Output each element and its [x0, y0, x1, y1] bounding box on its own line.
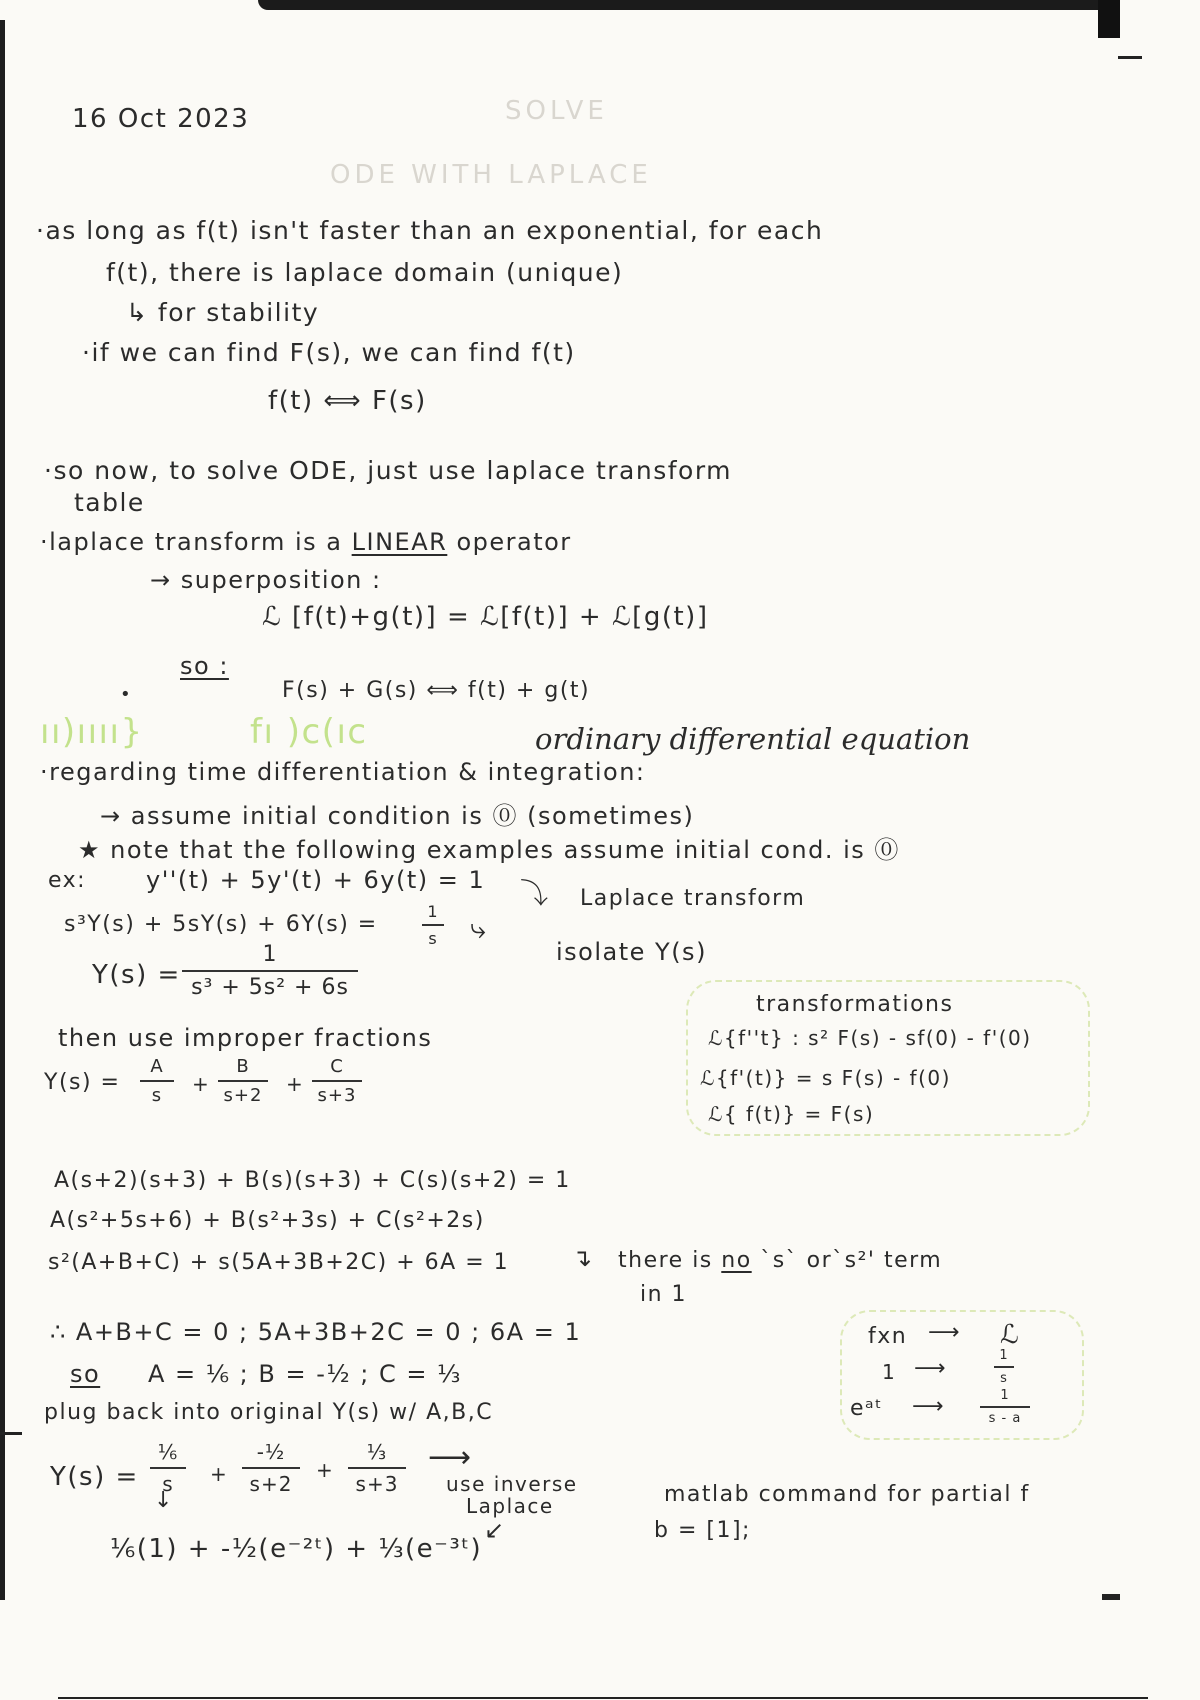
laplace-equation: s³Y(s) + 5sY(s) + 6Y(s) =	[64, 912, 378, 937]
ode-equation: y''(t) + 5y'(t) + 6y(t) = 1	[146, 866, 486, 894]
fraction	[218, 1056, 268, 1106]
fxn-header: fxn	[868, 1324, 908, 1349]
annotation	[618, 1248, 942, 1273]
fraction	[312, 1056, 362, 1106]
arrow-down-icon: ↓	[154, 1488, 173, 1513]
fraction-numerator: C	[330, 1056, 344, 1077]
note-line: plug back into original Y(s) w/ A,B,C	[44, 1400, 494, 1425]
transform-rule: ℒ{ f(t)} = F(s)	[708, 1102, 875, 1126]
fraction-denominator: s+2	[249, 1472, 293, 1496]
note-line: b = [1];	[654, 1518, 751, 1543]
fraction-numerator: ⅓	[366, 1440, 388, 1464]
plus-sign: +	[316, 1458, 335, 1482]
bullet-dot: •	[120, 684, 133, 705]
note-line: ·if we can find F(s), we can find f(t)	[82, 338, 576, 367]
section-heading: ordinary differential equation	[535, 722, 971, 756]
note-line: → superposition :	[150, 566, 382, 594]
fraction	[140, 1056, 174, 1106]
algebra-line: ∴ A+B+C = 0 ; 5A+3B+2C = 0 ; 6A = 1	[50, 1318, 582, 1346]
note-text: ·laplace transform is a	[40, 528, 343, 556]
plus-sign: +	[286, 1072, 305, 1096]
curved-arrow-icon: ⤵	[520, 877, 549, 910]
top-edge-shadow	[258, 0, 1120, 10]
fraction-denominator: s	[1000, 1371, 1008, 1386]
fraction-denominator: s	[428, 929, 438, 948]
fraction	[242, 1440, 300, 1496]
fraction-bar	[980, 1406, 1030, 1408]
annotation: Laplace	[466, 1494, 554, 1518]
fraction-bar	[182, 970, 358, 972]
superposition-equation: ℒ [f(t)+g(t)] = ℒ[f(t)] + ℒ[g(t)]	[262, 602, 709, 632]
edge-dash	[1102, 1594, 1120, 1600]
annotation: in 1	[640, 1282, 688, 1307]
note-line: so :	[180, 652, 229, 680]
edge-dash	[1118, 56, 1142, 59]
fraction	[348, 1440, 406, 1496]
arrow-right-icon: ⟶	[912, 1394, 944, 1419]
fraction-numerator: 1	[262, 942, 278, 967]
fraction-numerator: -½	[256, 1440, 286, 1464]
note-text: operator	[456, 528, 572, 556]
note-line: matlab command for partial f	[664, 1482, 1030, 1507]
fraction-bar	[994, 1366, 1014, 1368]
fraction-bar	[242, 1467, 300, 1469]
fraction-numerator: 1	[427, 902, 439, 921]
note-line: → assume initial condition is ⓪ (sometimes)	[100, 802, 695, 830]
left-edge-shadow	[0, 20, 5, 1600]
fraction-bar	[348, 1467, 406, 1469]
page-date: 16 Oct 2023	[72, 104, 250, 134]
arrow-right-icon: ⟶	[428, 1440, 472, 1475]
equivalence-line: f(t) ⟺ F(s)	[268, 386, 427, 416]
fraction-denominator: s+3	[317, 1085, 357, 1106]
annotation: use inverse	[446, 1472, 578, 1496]
transform-rule: ℒ{f''t} : s² F(s) - sf(0) - f'(0)	[708, 1026, 1032, 1050]
fraction-bar	[312, 1080, 362, 1082]
faint-heading: SOLVE	[505, 96, 608, 126]
fraction-numerator: 1	[1000, 1388, 1010, 1403]
inverse-result: ⅙(1) + -½(e⁻²ᵗ) + ⅓(e⁻³ᵗ)	[110, 1534, 483, 1564]
curved-arrow-icon: ⤷	[470, 912, 486, 945]
example-label: ex:	[48, 868, 87, 893]
coefficient-values: A = ⅙ ; B = -½ ; C = ⅓	[148, 1360, 462, 1388]
algebra-line: A(s+2)(s+3) + B(s)(s+3) + C(s)(s+2) = 1	[54, 1168, 571, 1193]
annotation-text: there is	[618, 1248, 713, 1273]
box-title: transformations	[756, 992, 954, 1017]
algebra-line: A(s²+5s+6) + B(s²+3s) + C(s²+2s)	[50, 1208, 485, 1233]
fraction-bar	[422, 924, 444, 926]
fraction-denominator: s	[162, 1472, 174, 1496]
equation-lhs: Y(s) =	[44, 1070, 121, 1095]
note-line: ·as long as f(t) isn't faster than an exponential, for each	[36, 216, 824, 245]
fraction-bar	[218, 1080, 268, 1082]
edge-dash	[0, 1432, 22, 1435]
equation-lhs: Y(s) =	[92, 960, 181, 990]
fraction-numerator: ⅙	[157, 1440, 179, 1464]
bottom-edge	[58, 1697, 1148, 1699]
fraction-bar	[140, 1080, 174, 1082]
fraction	[182, 942, 358, 1000]
fraction-denominator: s³ + 5s² + 6s	[191, 975, 349, 1000]
so-label: so	[70, 1360, 101, 1388]
note-line	[40, 528, 572, 556]
arrow-right-icon: ⟶	[914, 1356, 946, 1381]
fraction-denominator: s - a	[988, 1411, 1022, 1426]
note-line: f(t), there is laplace domain (unique)	[106, 258, 624, 287]
faint-heading: ODE WITH LAPLACE	[330, 160, 652, 190]
arrow-right-icon: ⟶	[928, 1320, 960, 1345]
note-line: ★ note that the following examples assume initial cond. is ⓪	[78, 836, 900, 864]
note-line: table	[74, 488, 145, 517]
highlight-marks: fı )c(ıc	[250, 712, 368, 752]
note-line: ·regarding time differentiation & integration:	[40, 758, 646, 786]
fraction-denominator: s	[151, 1085, 163, 1106]
fraction-denominator: s+2	[223, 1085, 263, 1106]
fraction-bar	[150, 1467, 186, 1469]
annotation: Laplace transform	[580, 886, 806, 911]
arrow-down-left-icon: ↙	[484, 1516, 505, 1544]
highlight-marks: ıı)ıııı}	[40, 712, 144, 752]
note-line: then use improper fractions	[58, 1024, 433, 1052]
note-line: F(s) + G(s) ⟺ f(t) + g(t)	[282, 678, 591, 703]
fraction-numerator: A	[150, 1056, 164, 1077]
curved-arrow-icon: ↴	[572, 1244, 593, 1272]
fraction-denominator: s+3	[355, 1472, 399, 1496]
note-line: ·so now, to solve ODE, just use laplace transform	[44, 456, 733, 485]
algebra-line: s²(A+B+C) + s(5A+3B+2C) + 6A = 1	[48, 1250, 510, 1275]
transform-rule: ℒ{f'(t)} = s F(s) - f(0)	[700, 1066, 951, 1090]
right-edge-shadow	[1098, 0, 1120, 38]
fraction	[980, 1388, 1030, 1426]
fraction	[422, 902, 444, 948]
fxn-entry: 1	[882, 1360, 897, 1384]
laplace-symbol: ℒ	[1000, 1320, 1021, 1350]
note-line: ↳ for stability	[126, 298, 320, 327]
fxn-entry: eᵃᵗ	[850, 1396, 884, 1421]
fraction-numerator: B	[236, 1056, 250, 1077]
plus-sign: +	[210, 1462, 229, 1486]
fraction	[994, 1348, 1014, 1386]
annotation: isolate Y(s)	[556, 938, 707, 966]
equation-lhs: Y(s) =	[50, 1462, 139, 1492]
fraction-numerator: 1	[999, 1348, 1009, 1363]
annotation-text: `s` or`s²' term	[760, 1248, 943, 1273]
plus-sign: +	[192, 1072, 211, 1096]
linear-word: LINEAR	[351, 528, 448, 556]
annotation-emphasis: no	[721, 1248, 752, 1273]
